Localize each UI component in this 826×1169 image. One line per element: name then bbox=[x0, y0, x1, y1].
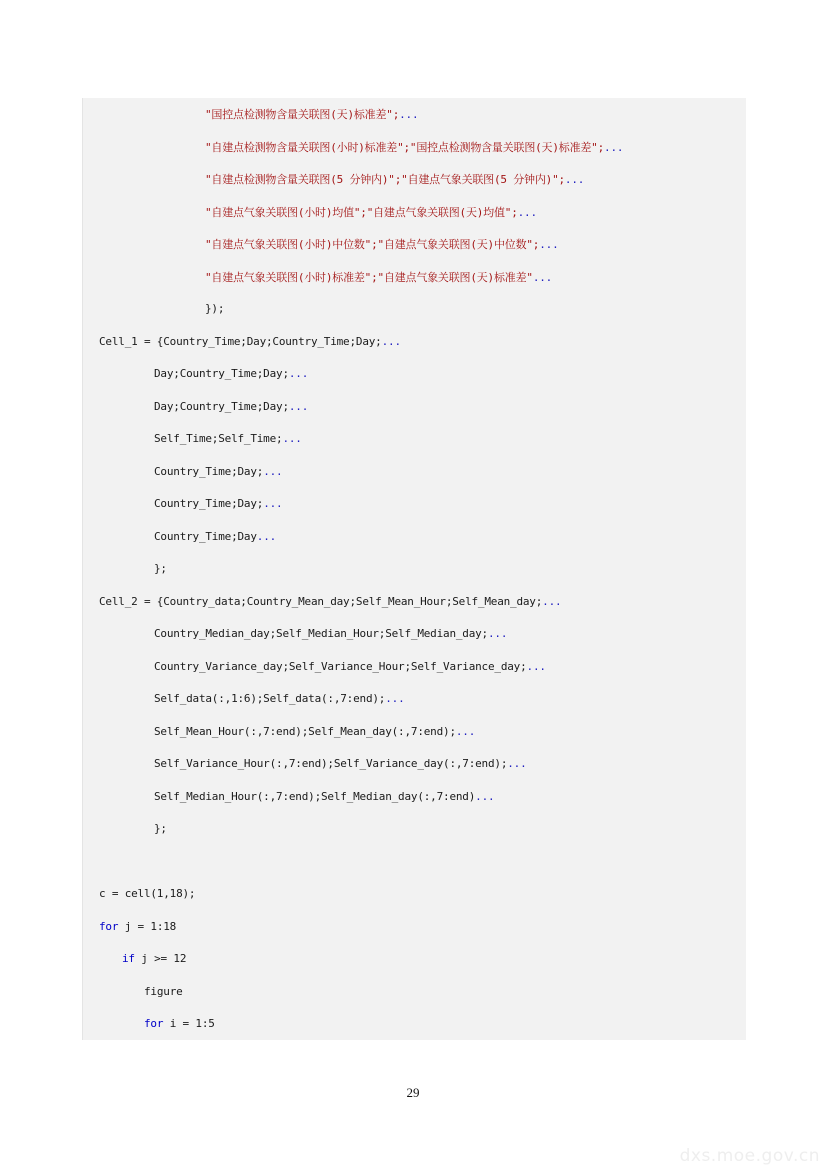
code-text: Self_Mean_Hour(:,7:end);Self_Mean_day(:,7:end); bbox=[154, 725, 456, 738]
keyword: if bbox=[122, 952, 135, 965]
code-line bbox=[154, 465, 282, 479]
line-continuation: ... bbox=[399, 108, 419, 121]
code-text: Self_Time;Self_Time; bbox=[154, 432, 283, 445]
code-text: j = 1:18 bbox=[118, 920, 177, 933]
line-continuation: ... bbox=[526, 660, 546, 673]
code-text: Self_data(:,1:6);Self_data(:,7:end); bbox=[154, 692, 386, 705]
string-literal: "自建点检测物含量关联图(5 分钟内)";"自建点气象关联图(5 分钟内)"; bbox=[205, 173, 565, 186]
code-line bbox=[154, 367, 308, 381]
string-literal: "国控点检测物含量关联图(天)标准差"; bbox=[205, 108, 400, 121]
code-line bbox=[154, 497, 282, 511]
line-continuation: ... bbox=[381, 335, 401, 348]
line-continuation: ... bbox=[564, 173, 585, 186]
code-line bbox=[205, 173, 584, 187]
code-line bbox=[205, 206, 537, 220]
code-text: j >= 12 bbox=[134, 952, 187, 965]
string-literal: "自建点气象关联图(小时)标准差";"自建点气象关联图(天)标准差" bbox=[205, 271, 533, 284]
line-continuation: ... bbox=[517, 206, 537, 219]
code-line bbox=[205, 271, 552, 285]
code-text: c = cell(1,18); bbox=[99, 887, 196, 900]
code-line bbox=[144, 985, 183, 999]
line-continuation: ... bbox=[385, 692, 405, 705]
code-line bbox=[154, 692, 405, 706]
code-line bbox=[154, 822, 167, 836]
code-block bbox=[82, 98, 746, 1040]
code-line bbox=[122, 952, 186, 966]
keyword: for bbox=[144, 1017, 164, 1030]
watermark: dxs.moe.gov.cn bbox=[679, 1146, 820, 1166]
code-line bbox=[144, 1017, 215, 1031]
line-continuation: ... bbox=[507, 757, 527, 770]
code-text: Country_Time;Day; bbox=[154, 497, 264, 510]
string-literal: "自建点气象关联图(小时)均值";"自建点气象关联图(天)均值"; bbox=[205, 206, 518, 219]
code-text: Country_Variance_day;Self_Variance_Hour;Self_Variance_day; bbox=[154, 660, 527, 673]
page-number: 29 bbox=[406, 1085, 420, 1100]
code-line bbox=[154, 400, 308, 414]
line-continuation: ... bbox=[604, 141, 624, 154]
code-line bbox=[205, 238, 559, 252]
code-line bbox=[205, 302, 224, 316]
code-line bbox=[154, 757, 527, 771]
code-text: }; bbox=[154, 562, 167, 575]
code-text: i = 1:5 bbox=[163, 1017, 215, 1030]
line-continuation: ... bbox=[256, 530, 277, 543]
string-literal: "自建点气象关联图(小时)中位数";"自建点气象关联图(天)中位数"; bbox=[205, 238, 540, 251]
code-line bbox=[154, 627, 507, 641]
code-text: }; bbox=[154, 822, 167, 835]
line-continuation: ... bbox=[288, 400, 309, 413]
code-line bbox=[154, 725, 475, 739]
code-line bbox=[205, 108, 418, 122]
code-line bbox=[154, 562, 167, 576]
code-line bbox=[99, 335, 401, 349]
code-text: Country_Median_day;Self_Median_Hour;Self_Median_day; bbox=[154, 627, 488, 640]
line-continuation: ... bbox=[282, 432, 302, 445]
code-line bbox=[154, 530, 276, 544]
code-line bbox=[154, 660, 546, 674]
code-line bbox=[205, 141, 623, 155]
line-continuation: ... bbox=[288, 367, 309, 380]
string-literal: "自建点检测物含量关联图(小时)标准差";"国控点检测物含量关联图(天)标准差"; bbox=[205, 141, 605, 154]
code-line bbox=[99, 595, 561, 609]
code-text: Day;Country_Time;Day; bbox=[154, 367, 289, 380]
code-text: }); bbox=[205, 302, 225, 315]
line-continuation: ... bbox=[263, 497, 283, 510]
code-text: Day;Country_Time;Day; bbox=[154, 400, 289, 413]
code-text: Self_Variance_Hour(:,7:end);Self_Variance_day(:,7:end); bbox=[154, 757, 508, 770]
line-continuation: ... bbox=[263, 465, 283, 478]
line-continuation: ... bbox=[487, 627, 508, 640]
code-text: Country_Time;Day bbox=[154, 530, 257, 543]
code-text: Country_Time;Day; bbox=[154, 465, 264, 478]
code-text: Cell_2 = {Country_data;Country_Mean_day;Self_Mean_Hour;Self_Mean_day; bbox=[99, 595, 543, 608]
line-continuation: ... bbox=[532, 271, 553, 284]
line-continuation: ... bbox=[455, 725, 476, 738]
code-line bbox=[154, 432, 302, 446]
code-text: Self_Median_Hour(:,7:end);Self_Median_day(:,7:end) bbox=[154, 790, 476, 803]
line-continuation: ... bbox=[539, 238, 559, 251]
keyword: for bbox=[99, 920, 119, 933]
code-line bbox=[99, 887, 195, 901]
line-continuation: ... bbox=[542, 595, 562, 608]
line-continuation: ... bbox=[475, 790, 495, 803]
code-text: Cell_1 = {Country_Time;Day;Country_Time;Day; bbox=[99, 335, 382, 348]
code-line bbox=[99, 920, 176, 934]
code-text: figure bbox=[144, 985, 183, 998]
code-line bbox=[154, 790, 494, 804]
